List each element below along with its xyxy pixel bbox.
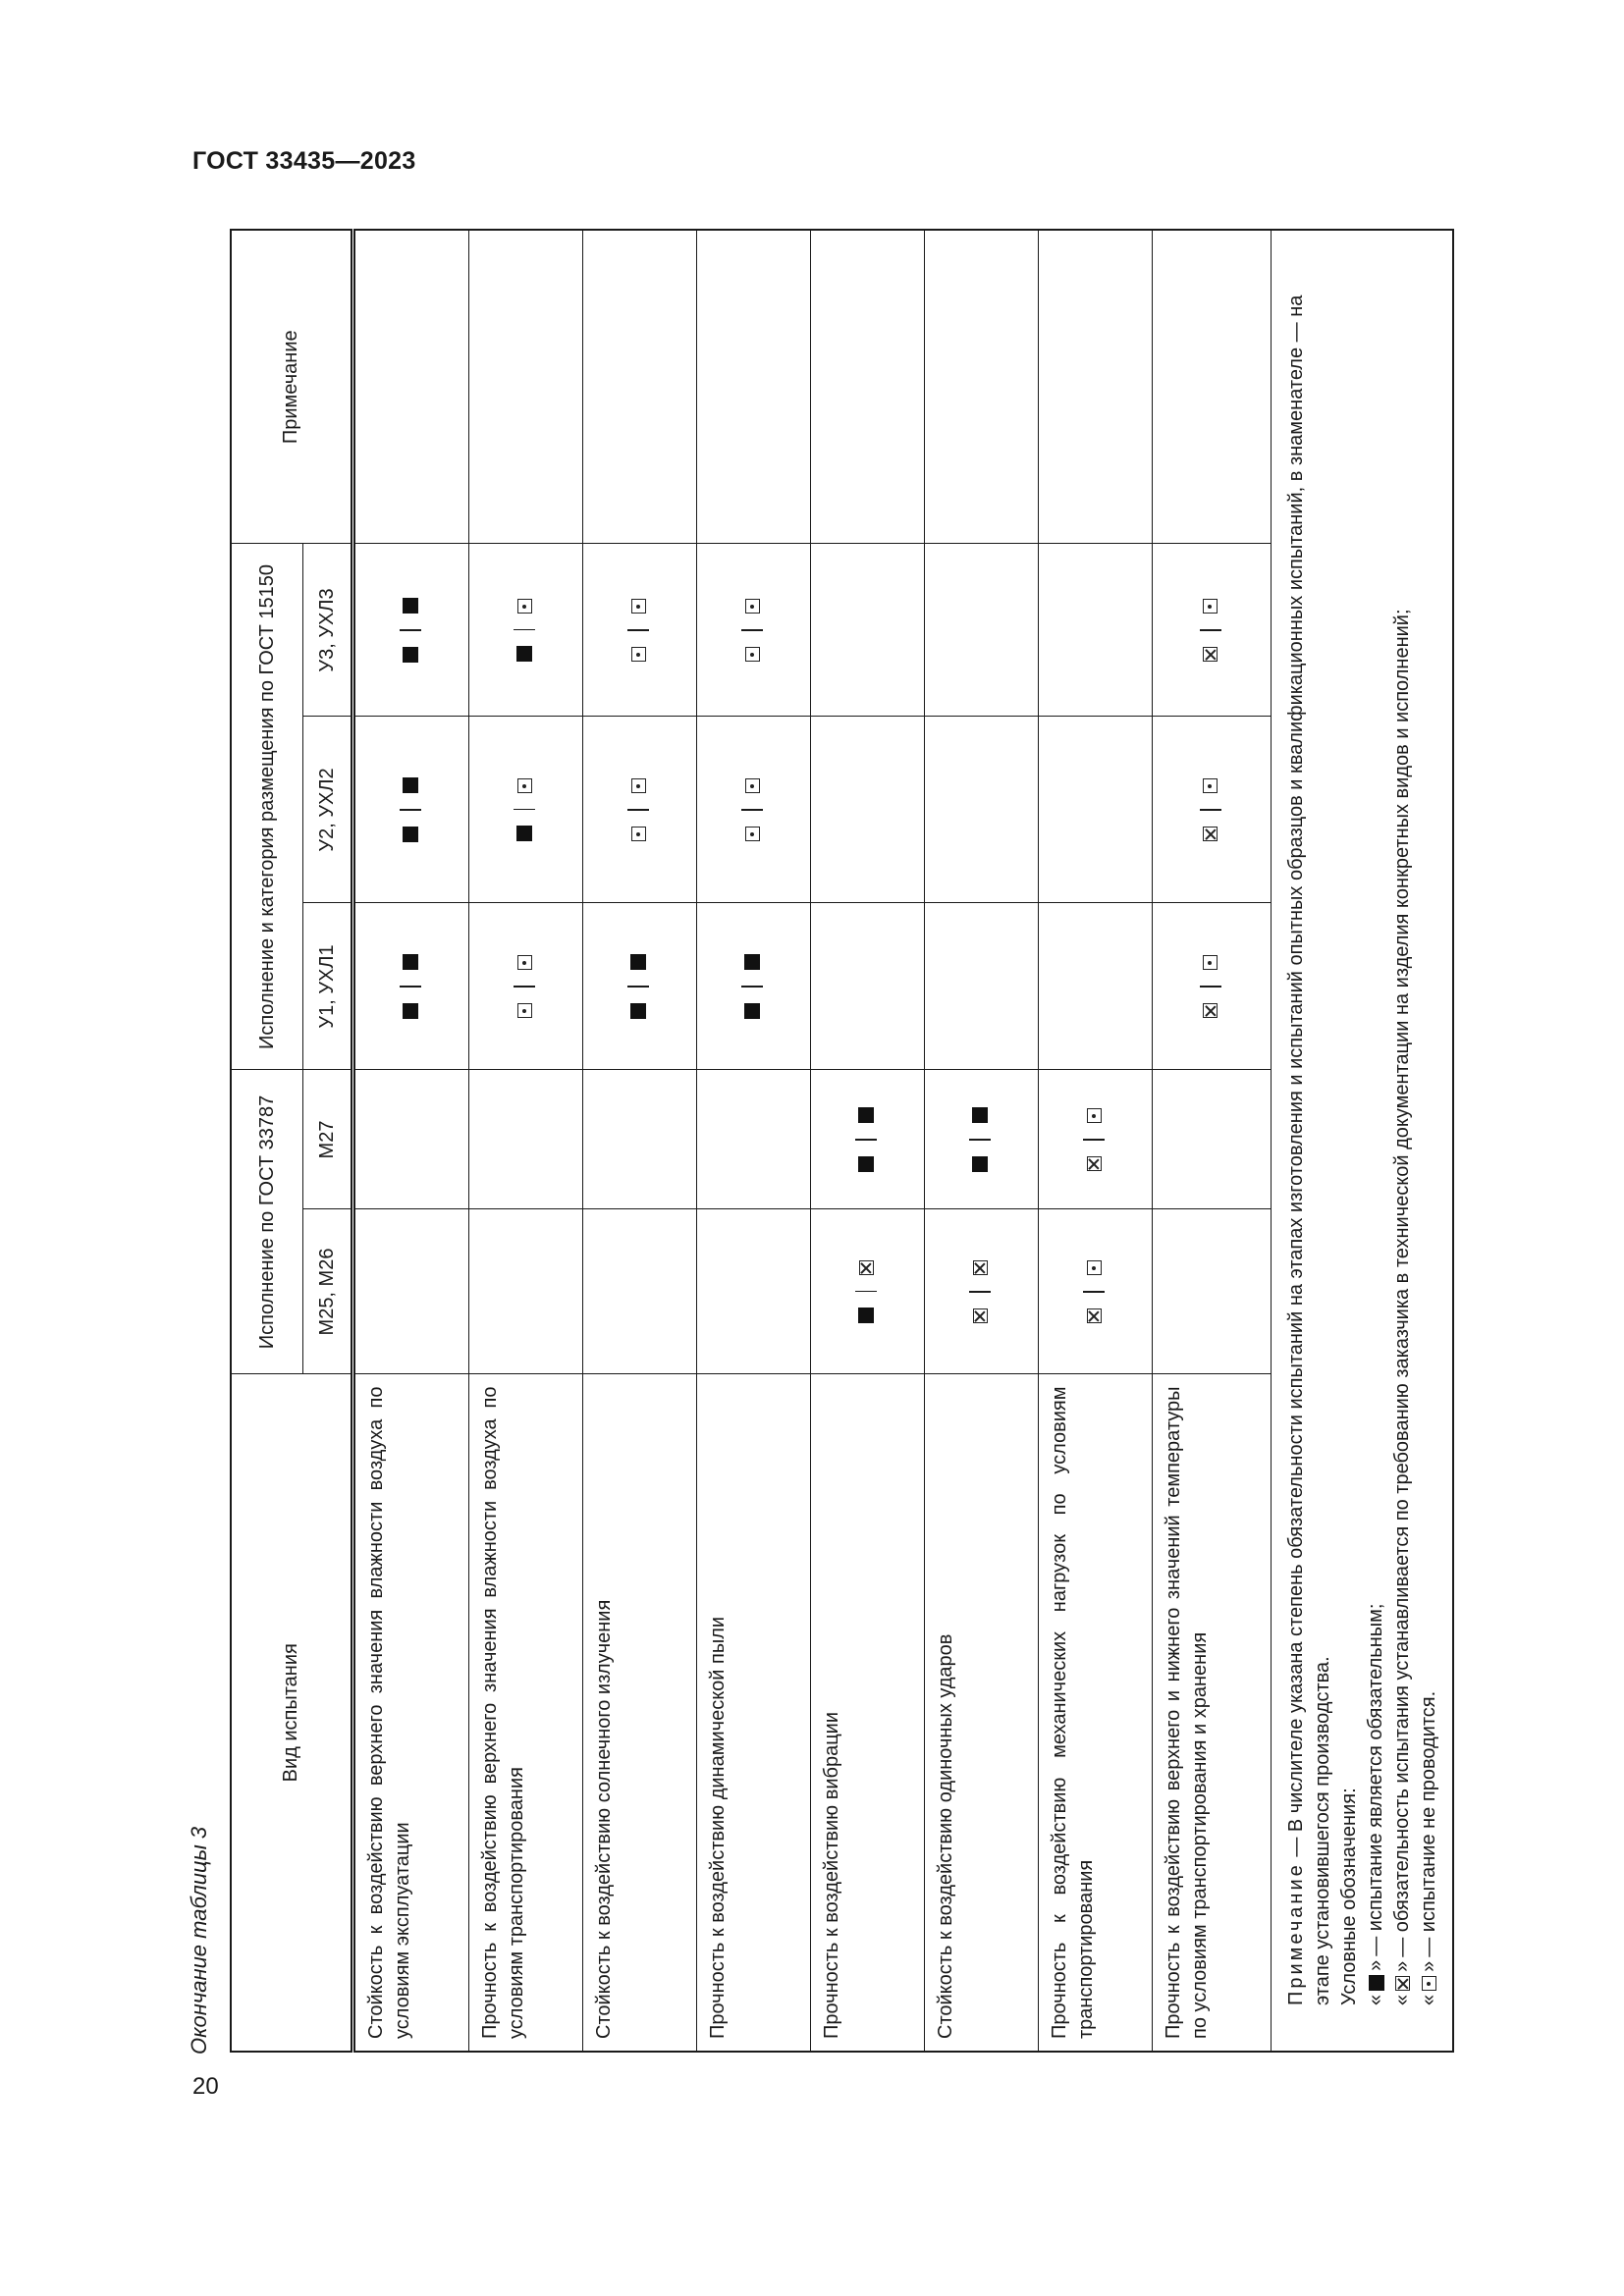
mandatory-square-icon [972,1156,988,1172]
cell-u3 [811,544,925,717]
row-name: Прочность к воздействию механических нагрузок по условиям транспортирования [1039,1374,1153,2052]
cell-remark [583,230,697,544]
legend-item: « » — обязательность испытания устанавливается по требованию заказчика в технической документации на изделия конкретных видов и исполнений; [1391,609,1413,2005]
table-row [1039,230,1153,2052]
mandatory-square-icon [630,1003,646,1019]
mandatory-square-icon [403,598,418,614]
fraction-bar [400,809,421,811]
table-body [353,230,1454,2052]
cell-remark [697,230,811,544]
dotted-square-icon [745,827,760,841]
mark-fraction [1200,955,1221,1018]
col-header-group-a: Исполнение по ГОСТ 33787 [231,1070,303,1374]
cell-m25-m26 [811,1209,925,1374]
col-header-remark: Примечание [231,230,353,544]
row-name: Прочность к воздействию верхнего и нижнего значений температуры по условиям транспортирования и хранения [1153,1374,1272,2052]
col-header-test-type: Вид испытания [231,1374,353,2052]
cell-u2 [925,717,1039,903]
mark-fraction [1200,778,1221,841]
dotted-square-icon [517,1003,532,1018]
mandatory-square-icon [858,1308,874,1323]
mandatory-square-icon [744,1003,760,1019]
cell-m27 [811,1070,925,1209]
row-name: Стойкость к воздействию солнечного излучения [583,1374,697,2052]
cell-u1 [1153,903,1272,1070]
mark-fraction [400,954,421,1019]
mark-fraction [855,1107,877,1172]
fraction-bar [400,986,421,988]
mark-fraction [741,778,763,841]
document-title: ГОСТ 33435—2023 [192,147,416,175]
mandatory-square-icon [1369,1975,1384,1991]
dotted-square-icon [1203,599,1218,614]
fraction-bar [1200,986,1221,988]
cell-m27 [697,1070,811,1209]
cell-remark [353,230,469,544]
dotted-square-icon [517,599,532,614]
mark-fraction [741,599,763,662]
table-row [697,230,811,2052]
test-table [230,229,1454,2053]
col-header-u2: У2, УХЛ2 [303,717,353,903]
col-header-m25-m26: М25, М26 [303,1209,353,1374]
table-row [583,230,697,2052]
cell-u1 [583,903,697,1070]
cell-u3 [925,544,1039,717]
fraction-bar [741,809,763,811]
fraction-bar [1083,1139,1105,1141]
fraction-bar [1200,629,1221,631]
mark-fraction [627,599,649,662]
crossed-square-icon [1203,647,1218,662]
fraction-bar [627,986,649,988]
cell-u2 [1153,717,1272,903]
dotted-square-icon [1087,1108,1102,1123]
fraction-bar [1083,1291,1105,1293]
cell-m25-m26 [583,1209,697,1374]
fraction-bar [969,1291,991,1293]
dotted-square-icon [631,647,646,662]
fraction-bar [741,986,763,988]
table-row [469,230,583,2052]
mandatory-square-icon [972,1107,988,1123]
cell-u1 [925,903,1039,1070]
fraction-bar [969,1139,991,1141]
dotted-square-icon [745,599,760,614]
note-paragraph [1283,242,1336,2041]
cell-u2 [697,717,811,903]
dotted-square-icon [745,647,760,662]
rotated-table-area [187,229,1443,2055]
col-header-u1: У1, УХЛ1 [303,903,353,1070]
cell-m27 [583,1070,697,1209]
mark-fraction [514,955,535,1018]
mark-fraction [400,777,421,842]
row-name: Прочность к воздействию вибрации [811,1374,925,2052]
mandatory-square-icon [403,1003,418,1019]
mandatory-square-icon [858,1107,874,1123]
cell-m27 [353,1070,469,1209]
legend-title: Условные обозначения: [1338,1788,1360,2005]
page-number: 20 [192,2073,219,2100]
cell-u1 [1039,903,1153,1070]
cell-u3 [469,544,583,717]
cell-u1 [811,903,925,1070]
dotted-square-icon [1203,778,1218,793]
cell-u2 [811,717,925,903]
mark-fraction [514,778,535,842]
cell-m27 [469,1070,583,1209]
cell-u3 [1153,544,1272,717]
cell-remark [1039,230,1153,544]
row-name: Прочность к воздействию верхнего значения влажности воздуха по условиям транспортирования [469,1374,583,2052]
fraction-bar [514,629,535,631]
cell-remark [811,230,925,544]
cell-u1 [353,903,469,1070]
dotted-square-icon [517,778,532,793]
crossed-square-icon [1087,1156,1102,1171]
crossed-square-icon [1087,1308,1102,1323]
fraction-bar [514,809,535,811]
crossed-square-icon [859,1260,874,1275]
cell-m27 [925,1070,1039,1209]
mark-fraction [741,954,763,1019]
mandatory-square-icon [858,1156,874,1172]
legend-item: « » — испытание не проводится. [1418,1690,1439,2005]
mandatory-square-icon [403,647,418,663]
cell-remark [1153,230,1272,544]
note-label: Примечание [1285,1862,1307,2005]
row-name: Стойкость к воздействию верхнего значения влажности воздуха по условиям эксплуатации [353,1374,469,2052]
mark-fraction [627,778,649,841]
fraction-bar [400,629,421,631]
note-row [1272,230,1454,2052]
mandatory-square-icon [403,827,418,842]
dotted-square-icon [1087,1260,1102,1275]
col-header-m27: М27 [303,1070,353,1209]
dotted-square-icon [631,778,646,793]
col-header-group-b: Исполнение и категория размещения по ГОСТ 15150 [231,544,303,1070]
dotted-square-icon [631,827,646,841]
mark-fraction [855,1260,877,1324]
mark-fraction [400,598,421,663]
dotted-square-icon [631,599,646,614]
fraction-bar [627,809,649,811]
cell-m25-m26 [925,1209,1039,1374]
table-row [811,230,925,2052]
mark-fraction [1200,599,1221,662]
mandatory-square-icon [516,646,532,662]
mandatory-square-icon [403,777,418,793]
table-row [353,230,469,2052]
mark-fraction [514,599,535,663]
legend-item: « » — испытание является обязательным; [1365,1603,1386,2005]
crossed-square-icon [973,1308,988,1323]
cell-u1 [469,903,583,1070]
crossed-square-icon [1203,1003,1218,1018]
cell-u3 [1039,544,1153,717]
cell-m25-m26 [697,1209,811,1374]
fraction-bar [741,629,763,631]
cell-u3 [353,544,469,717]
cell-u1 [697,903,811,1070]
mark-fraction [969,1107,991,1172]
crossed-square-icon [973,1260,988,1275]
dotted-square-icon [517,955,532,970]
mark-fraction [627,954,649,1019]
cell-m25-m26 [469,1209,583,1374]
dotted-square-icon [1203,955,1218,970]
cell-remark [469,230,583,544]
cell-u3 [697,544,811,717]
mark-fraction [1083,1260,1105,1323]
note-text: — В числителе указана степень обязательности испытаний на этапах изготовления и испытаний опытных образцов и квалификационных испытаний, в знаменателе — на этапе установившегося производства. [1285,294,1333,2005]
col-header-u3: У3, УХЛ3 [303,544,353,717]
fraction-bar [1200,809,1221,811]
cell-u2 [469,717,583,903]
cell-u3 [583,544,697,717]
mark-fraction [1083,1108,1105,1171]
cell-m25-m26 [353,1209,469,1374]
row-name: Стойкость к воздействию одиночных ударов [925,1374,1039,2052]
table-note [1272,230,1454,2052]
fraction-bar [514,986,535,988]
dotted-square-icon [1422,1976,1436,1991]
mandatory-square-icon [403,954,418,970]
crossed-square-icon [1395,1976,1410,1991]
cell-m25-m26 [1153,1209,1272,1374]
fraction-bar [627,629,649,631]
table-row [925,230,1039,2052]
cell-m27 [1153,1070,1272,1209]
mandatory-square-icon [744,954,760,970]
row-name: Прочность к воздействию динамической пыли [697,1374,811,2052]
cell-remark [925,230,1039,544]
cell-u2 [583,717,697,903]
cell-m27 [1039,1070,1153,1209]
mark-fraction [969,1260,991,1323]
table-caption: Окончание таблицы 3 [187,1826,211,2055]
fraction-bar [855,1139,877,1141]
cell-u2 [1039,717,1153,903]
cell-u2 [353,717,469,903]
fraction-bar [855,1291,877,1293]
crossed-square-icon [1203,827,1218,841]
mandatory-square-icon [630,954,646,970]
mandatory-square-icon [516,826,532,841]
cell-m25-m26 [1039,1209,1153,1374]
dotted-square-icon [745,778,760,793]
table-row [1153,230,1272,2052]
